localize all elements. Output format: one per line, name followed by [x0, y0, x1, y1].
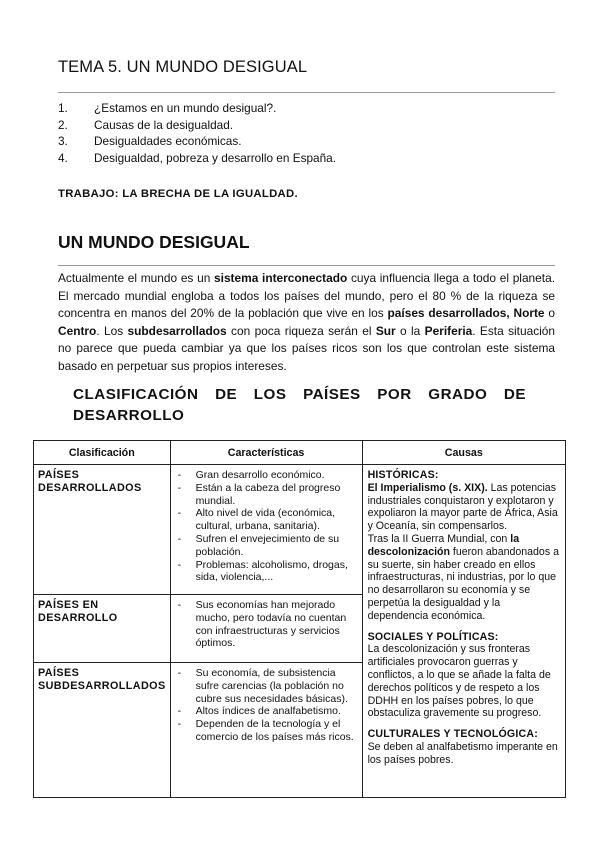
topic-number: 2.: [58, 117, 68, 132]
intro-text: Actualmente el mundo es un: [58, 271, 215, 285]
page-title: TEMA 5. UN MUNDO DESIGUAL: [58, 58, 308, 76]
topic-item: [58, 133, 336, 150]
list-item: - Su economía, de subsistencia sufre carencias (la población no cubre sus necesidades básicas).: [178, 667, 358, 705]
topic-number: 1.: [58, 101, 68, 115]
intro-text: o la: [395, 323, 425, 338]
characteristics-list: [178, 469, 358, 584]
row-label-en-desarrollo: PAÍSES EN DESARROLLO: [34, 595, 171, 663]
row-label-subdesarrollados: PAÍSES SUBDESARROLLADOS: [34, 663, 171, 798]
cause-culturales-text: Se deben al analfabetismo imperante en los países pobres.: [367, 740, 558, 766]
table-header-row: [34, 441, 566, 465]
intro-text: . Los: [96, 323, 128, 338]
topic-text: Causas de la desigualdad.: [94, 117, 234, 132]
table-row: [34, 465, 566, 595]
intro-text: . Esta situación no parece que pueda cambiar ya que los países ricos son los que controlan este sistema basado en perpetuar sus propios intereses.: [58, 323, 556, 373]
intro-bold: Centro: [58, 323, 97, 338]
topic-number: 3.: [58, 134, 68, 149]
topic-item: [58, 150, 336, 167]
title-rule: [58, 92, 555, 93]
list-item: - Están a la cabeza del progreso mundial.: [178, 482, 358, 508]
characteristics-list: [178, 599, 358, 650]
list-item: - Alto nivel de vida (económica, cultural, urbana, sanitaria).: [178, 507, 358, 533]
intro-bold: subdesarrollados: [127, 323, 227, 338]
cause-bold: El Imperialismo (s. XIX).: [367, 481, 488, 494]
characteristics-list: [178, 667, 358, 744]
cause-heading-historicas: HISTÓRICAS:: [367, 469, 439, 481]
intro-bold: Sur: [375, 323, 396, 338]
characteristics-cell: [170, 595, 362, 663]
list-item: - Dependen de la tecnología y el comercio de los países más ricos.: [178, 718, 358, 744]
characteristics-cell: [170, 465, 362, 595]
intro-bold: Periferia: [424, 323, 473, 338]
topic-text: Desigualdades económicas.: [94, 134, 242, 149]
intro-text: o: [544, 306, 555, 321]
list-item: - Sufren el envejecimiento de su población.: [178, 533, 358, 559]
topic-item: [58, 117, 336, 134]
cause-text: Tras la II Guerra Mundial, con: [367, 532, 511, 545]
column-header-caracteristicas: Características: [170, 441, 362, 465]
cause-heading-culturales: CULTURALES Y TECNOLÓGICA:: [367, 728, 538, 741]
assignment-title: TRABAJO: LA BRECHA DE LA IGUALDAD.: [58, 188, 298, 200]
cause-bold: la descolonización: [367, 532, 520, 558]
cause-text: fueron abandonados a su suerte, sin haber creado en ellos infraestructuras, ni industrias, por lo que no desarrollaron su economía y se perpetúa la desigualdad y la dependencia económica.: [367, 545, 559, 622]
intro-text: con poca riqueza serán el: [226, 323, 376, 338]
topic-text: Desigualdad, pobreza y desarrollo en España.: [94, 150, 336, 165]
topic-text: ¿Estamos en un mundo desigual?.: [94, 101, 277, 115]
causes-cell: [362, 465, 565, 798]
spacer: [368, 720, 560, 728]
section-rule: [58, 265, 555, 266]
row-label-desarrollados: PAÍSES DESARROLLADOS: [34, 465, 171, 595]
intro-paragraph: [58, 270, 555, 376]
column-header-clasificacion: Clasificación: [34, 441, 171, 465]
intro-bold: países desarrollados, Norte: [387, 306, 545, 321]
topic-list: [58, 100, 336, 166]
intro-bold: sistema interconectado: [214, 271, 348, 285]
list-item: - Sus economías han mejorado mucho, pero todavía no cuentan con infraestructuras y servicios óptimos.: [178, 599, 358, 650]
column-header-causas: Causas: [362, 441, 565, 465]
cause-heading-sociales: SOCIALES Y POLÍTICAS:: [367, 630, 499, 643]
list-item: - Altos índices de analfabetismo.: [178, 705, 358, 718]
topic-item: [58, 100, 336, 117]
section-title: UN MUNDO DESIGUAL: [58, 232, 250, 252]
intro-text: cuya influencia llega a todo el planeta. El mercado mundial engloba a todos los países del mundo, pero el 80 % de la riqueza se concentra en manos del 20% de la población que vive en los: [58, 271, 556, 321]
topic-number: 4.: [58, 150, 68, 165]
cause-historicas-imperialismo: [368, 482, 560, 533]
cause-text: Las potencias industriales conquistaron y explotaron y expoliaron la mayor parte de África, Asia y Oceanía, sin compensarlos.: [367, 481, 558, 533]
list-item: - Gran desarrollo económico.: [178, 469, 358, 482]
spacer: [368, 623, 560, 631]
characteristics-cell: [170, 663, 362, 798]
cause-sociales-text: La descolonización y sus fronteras artificiales provocaron guerras y conflictos, a lo que se añade la falta de derechos políticos y de respeto a los DDHH en los países pobres, lo que obstaculiza gravemente su progreso.: [367, 643, 551, 720]
list-item: - Problemas: alcoholismo, drogas, sida, violencia,...: [178, 559, 358, 585]
classification-heading: CLASIFICACIÓN DE LOS PAÍSES POR GRADO DE DESARROLLO: [73, 386, 526, 424]
classification-table: [33, 440, 566, 798]
cause-historicas-descolonizacion: [368, 533, 560, 623]
